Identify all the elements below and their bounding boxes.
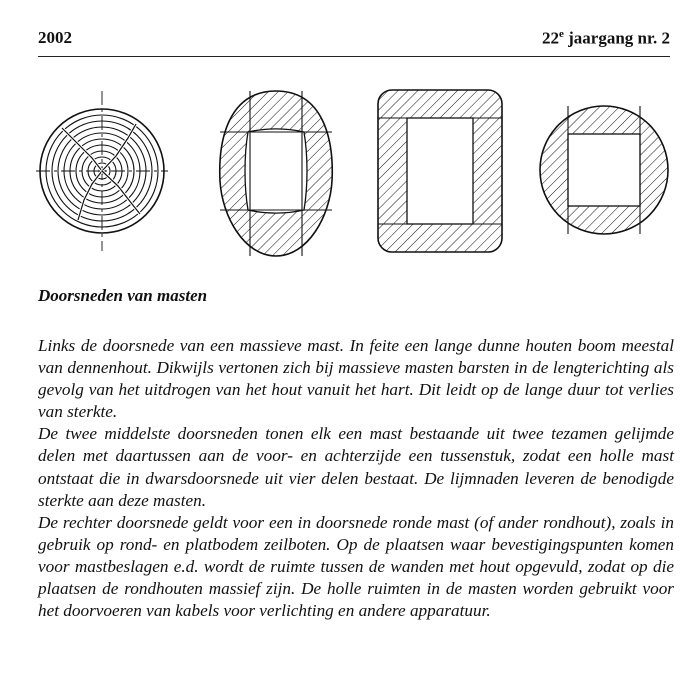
body-text bbox=[38, 335, 674, 622]
issue-number: 22 bbox=[542, 28, 559, 48]
paragraph: De rechter doorsnede geldt voor een in doorsnede ronde mast (of ander rondhout), zoals in gebruik op rond- en platbodem zeilboten. Op de plaatsen waar bevestigingspunten komen voor mastbeslagen e.d. wordt de ruimte tussen de wanden met hout opgevuld, zodat op die plaatsen de rondhouten massief zijn. De holle ruimten in de masten worden gebruikt voor het doorvoeren van kabels voor verlichting en andere apparatuur. bbox=[38, 512, 674, 621]
mast-cross-sections-figure bbox=[36, 86, 676, 266]
figure-caption: Doorsneden van masten bbox=[38, 286, 208, 305]
paragraph: De twee middelste doorsneden tonen elk een mast bestaande uit twee tezamen gelijmde delen met daartussen aan de voor- en achterzijde een tussenstuk, zodat een holle mast ontstaat die in dwarsdoorsnede uit vier delen bestaat. De lijmnaden leveren de benodigde sterkte aan deze masten. bbox=[38, 424, 674, 510]
solid-mast-section-icon bbox=[36, 91, 168, 251]
glued-mast-section-icon bbox=[220, 91, 332, 256]
page-header bbox=[38, 26, 670, 57]
rectangular-hollow-mast-icon bbox=[378, 90, 502, 252]
header-issue bbox=[542, 28, 670, 49]
paragraph: Links de doorsnede van een massieve mast. In feite een lange dunne houten boom meestal van dennenhout. Dikwijls vertonen zich bij massieve masten barsten in de lengterichting als gevolg van het uitdrogen van het hout vanuit het hart. Dit leidt op de lange duur tot verlies van sterkte. bbox=[38, 336, 674, 422]
issue-superscript: e bbox=[559, 28, 564, 40]
issue-label: jaargang nr. 2 bbox=[563, 28, 670, 48]
header-year: 2002 bbox=[38, 28, 72, 47]
round-hollow-mast-icon bbox=[540, 106, 668, 234]
